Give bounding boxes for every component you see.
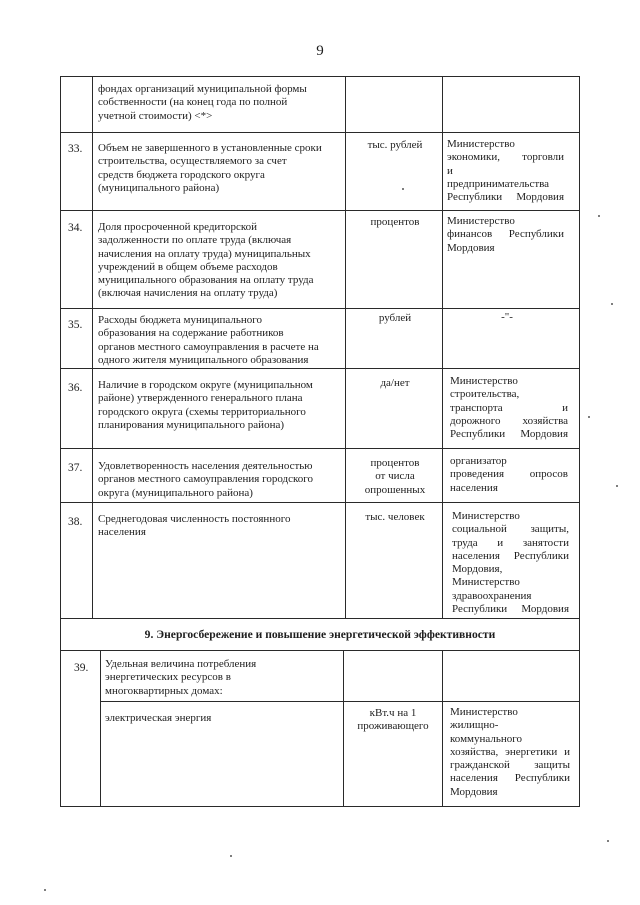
column-divider <box>92 76 93 618</box>
indicator-cell: Расходы бюджета муниципального образования на содержание работников органов местного самоуправления в расчете на одного жителя муниципального образования <box>98 314 319 366</box>
row-number: 38. <box>68 516 83 528</box>
indicator-cell: Объем не завершенного в установленные сроки строительства, осуществляемого за счет средств бюджета городского округа (муниципального района) <box>98 142 322 194</box>
page-number: 9 <box>316 43 324 59</box>
agency-cell: Министерство экономики, торговли и предпринимательства Республики Мордовия <box>447 138 564 204</box>
indicator-cell: Среднегодовая численность постоянного населения <box>98 513 291 539</box>
row-divider <box>60 132 580 133</box>
agency-cell: Министерство строительства, транспорта и дорожного хозяйства Республики Мордовия <box>450 375 568 441</box>
table-border-left <box>60 76 61 807</box>
column-divider <box>100 650 101 807</box>
unit-cell: тыс. рублей <box>367 139 423 151</box>
table-border-top <box>60 76 580 77</box>
scan-speck <box>230 855 232 857</box>
row-divider <box>60 368 580 369</box>
scan-speck <box>607 840 609 842</box>
indicator-cell: Удельная величина потребления энергетических ресурсов в многоквартирных домах: <box>105 658 257 697</box>
row-divider <box>60 502 580 503</box>
indicator-cell: Доля просроченной кредиторской задолженности по оплате труда (включая начисления на оплату труда) муниципальных учреждений в общем объеме расходов муниципального образования на оплату труда (включая начисления на оплату труда) <box>98 221 314 300</box>
row-number: 35. <box>68 319 83 331</box>
unit-cell: рублей <box>378 312 412 324</box>
table-border-bottom <box>60 806 580 807</box>
table-border-right <box>579 76 580 807</box>
row-number: 33. <box>68 143 83 155</box>
agency-cell: Министерство финансов Республики Мордовия <box>447 215 564 254</box>
row-divider <box>60 448 580 449</box>
unit-cell: процентов <box>370 216 420 228</box>
column-divider <box>442 76 443 618</box>
indicator-cell: Удовлетворенность населения деятельностью органов местного самоуправления городского округа (муниципального района) <box>98 460 314 499</box>
unit-cell: да/нет <box>380 377 410 389</box>
indicator-cell: электрическая энергия <box>105 712 212 724</box>
row-number: 36. <box>68 382 83 394</box>
column-divider <box>345 76 346 618</box>
row-divider <box>60 210 580 211</box>
row-divider <box>60 308 580 309</box>
scan-speck <box>44 889 46 891</box>
column-divider <box>343 650 344 807</box>
unit-cell: кВт.ч на 1 проживающего <box>357 707 429 733</box>
row-number: 37. <box>68 462 83 474</box>
unit-cell: тыс. человек <box>365 511 425 523</box>
indicator-cell: Наличие в городском округе (муниципальном районе) утвержденного генерального плана городского округа (схемы территориального планирования муниципального района) <box>98 379 313 431</box>
row-number: 34. <box>68 222 83 234</box>
row-divider <box>60 618 580 619</box>
unit-cell: процентов от числа опрошенных <box>364 457 426 496</box>
scan-speck <box>598 215 600 217</box>
scan-speck <box>611 303 613 305</box>
indicator-cell: фондах организаций муниципальной формы собственности (на конец года по полной учетной стоимости) <*> <box>98 83 307 122</box>
row-divider <box>100 701 580 702</box>
scan-speck <box>402 188 404 190</box>
section-title: 9. Энергосбережение и повышение энергетической эффективности <box>144 628 496 641</box>
row-number: 39. <box>74 662 89 674</box>
agency-cell: Министерство социальной защиты, труда и занятости населения Республики Мордовия, Министерство здравоохранения Республики Мордовия <box>452 510 569 616</box>
scan-speck <box>616 485 618 487</box>
agency-cell: -"- <box>501 311 513 323</box>
scan-speck <box>588 416 590 418</box>
agency-cell: организатор проведения опросов населения <box>450 455 568 494</box>
agency-cell: Министерство жилищно- коммунального хозяйства, энергетики и гражданской защиты населения Республики Мордовия <box>450 706 570 798</box>
row-divider <box>60 650 580 651</box>
column-divider <box>442 650 443 807</box>
